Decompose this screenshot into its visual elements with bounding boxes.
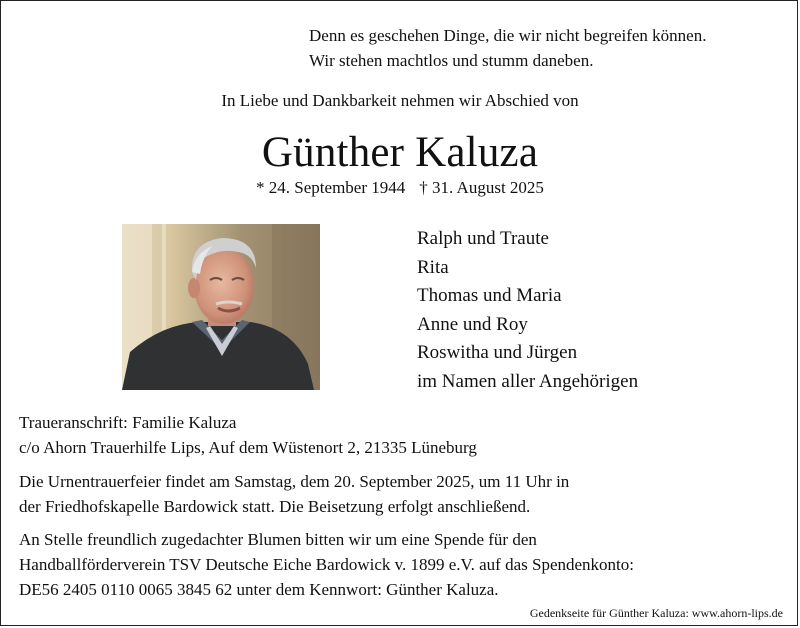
mourners-list [417, 225, 638, 396]
mourner-1: Ralph und Traute [417, 228, 549, 249]
donation-line-2: Handballförderverein TSV Deutsche Eiche Bardowick v. 1899 e.V. auf das Spendenkonto: [19, 555, 634, 574]
quote [309, 23, 706, 73]
donation-line-1: An Stelle freundlich zugedachter Blumen bitten wir um eine Spende für den [19, 530, 537, 549]
mourner-3: Thomas und Maria [417, 285, 562, 306]
donation-line-3: DE56 2405 0110 0065 3845 62 unter dem Kennwort: Günther Kaluza. [19, 580, 499, 599]
mourner-5: Roswitha und Jürgen [417, 342, 578, 363]
quote-line-1: Denn es geschehen Dinge, die wir nicht begreifen können. [309, 26, 707, 45]
memorial-page-link[interactable]: Gedenkseite für Günther Kaluza: www.ahorn-lips.de [529, 606, 783, 620]
birth-date: * 24. September 1944 [256, 178, 406, 197]
mourner-6: im Namen aller Angehörigen [417, 370, 639, 392]
deceased-name: Günther Kaluza [261, 129, 539, 176]
mourning-address [19, 410, 477, 460]
mourner-4: Anne und Roy [417, 313, 528, 335]
ceremony-line-1: Die Urnentrauerfeier findet am Samstag, dem 20. September 2025, um 11 Uhr in [19, 472, 570, 491]
portrait-photo [122, 224, 320, 390]
ceremony-info [19, 469, 569, 519]
ceremony-line-2: der Friedhofskapelle Bardowick statt. Die Beisetzung erfolgt anschließend. [19, 497, 531, 516]
intro-text: In Liebe und Dankbarkeit nehmen wir Abschied von [221, 91, 579, 110]
mourner-2: Rita [417, 256, 449, 278]
address-line-1: Traueranschrift: Familie Kaluza [19, 413, 237, 432]
life-dates [1, 178, 799, 198]
address-line-2: c/o Ahorn Trauerhilfe Lips, Auf dem Wüstenort 2, 21335 Lüneburg [19, 438, 477, 457]
donation-info [19, 527, 634, 602]
quote-line-2: Wir stehen machtlos und stumm daneben. [309, 51, 594, 70]
death-date: † 31. August 2025 [419, 178, 544, 197]
